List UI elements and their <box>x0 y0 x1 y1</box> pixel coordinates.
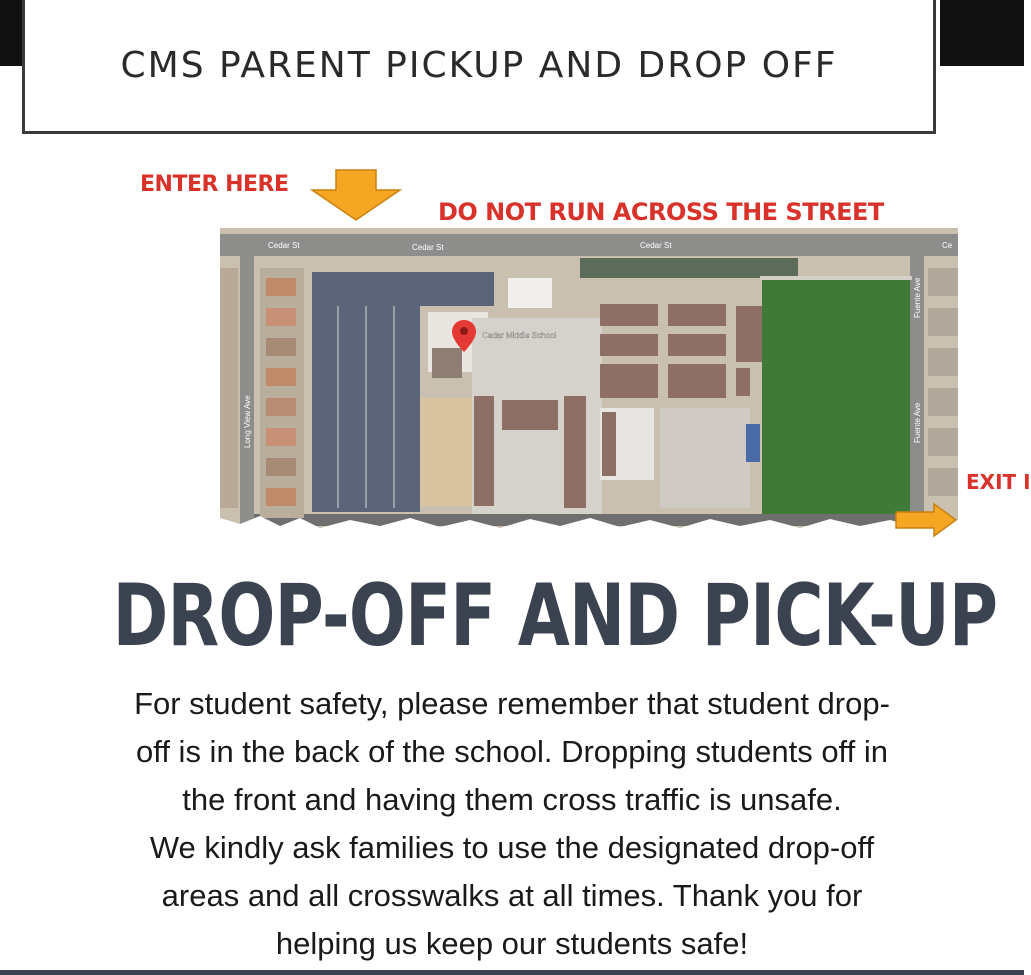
sand-field <box>420 398 472 506</box>
left-houses <box>220 268 304 518</box>
safety-line: the front and having them cross traffic is unsafe. <box>182 782 842 817</box>
headline: DROP-OFF AND PICK-UP <box>112 566 998 666</box>
long-view-street <box>240 256 254 528</box>
street-label-cedar-4: Ce <box>942 241 953 250</box>
campus-map <box>220 228 958 540</box>
school-label: Cedar Middle School <box>482 331 557 340</box>
street-label-long-view: Long View Ave <box>243 395 252 448</box>
safety-line: We kindly ask families to use the designated drop-off <box>149 830 875 865</box>
exit-arrow-icon <box>896 504 958 536</box>
street-label-cedar-3: Cedar St <box>640 241 672 250</box>
safety-line: For student safety, please remember that student drop- <box>134 686 890 721</box>
blacktop <box>660 408 750 508</box>
safety-line: off is in the back of the school. Dropping students off in <box>136 734 888 769</box>
enter-here-label: ENTER HERE <box>140 172 289 197</box>
top-bar-left <box>0 0 24 66</box>
front-building <box>508 278 552 308</box>
street-label-cedar-2: Cedar St <box>412 243 444 252</box>
top-bar-right <box>940 0 1024 66</box>
bottom-rule <box>0 970 1024 975</box>
green-field <box>762 278 910 514</box>
safety-line: helping us keep our students safe! <box>275 926 749 961</box>
exit-label: EXIT I <box>966 470 1031 494</box>
cedar-street <box>220 234 958 256</box>
title-box <box>22 0 936 134</box>
trees-strip <box>580 258 798 278</box>
warning-label: DO NOT RUN ACROSS THE STREET <box>438 198 884 226</box>
street-label-cedar-1: Cedar St <box>268 241 300 250</box>
safety-line: areas and all crosswalks at all times. Thank you for <box>161 878 863 913</box>
page-title: CMS PARENT PICKUP AND DROP OFF <box>120 45 838 86</box>
street-label-fuente-top: Fuente Ave <box>913 277 922 318</box>
safety-message <box>28 680 996 968</box>
enter-arrow-icon <box>312 168 404 222</box>
parking-lot-top <box>312 272 494 306</box>
street-label-fuente-bottom: Fuente Ave <box>913 402 922 443</box>
